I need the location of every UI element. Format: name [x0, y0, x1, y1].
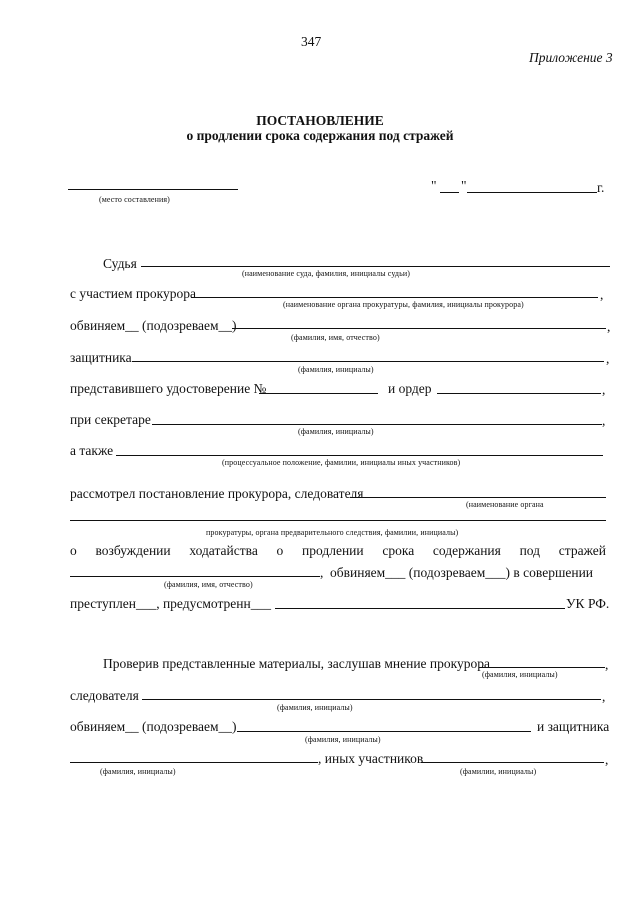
certificate-label: представившего удостоверение №: [70, 381, 267, 396]
year-suffix: г.: [597, 180, 605, 195]
prosecutor-comma: ,: [600, 287, 604, 302]
date-day-field[interactable]: [440, 192, 459, 193]
accused2-caption: (фамилия, инициалы): [305, 735, 381, 744]
petition-line: [70, 543, 606, 559]
petition-word: возбуждении: [95, 543, 171, 558]
also-caption: (процессуальное положение, фамилии, инициалы иных участников): [222, 458, 461, 467]
document-subtitle: о продлении срока содержания под стражей: [186, 128, 454, 143]
date-quote-close: ": [461, 178, 467, 193]
petition-word: стражей: [558, 543, 606, 558]
checked-comma: ,: [605, 657, 609, 672]
organ-caption-1: (наименование органа: [466, 500, 544, 509]
date-quote-open: ": [431, 178, 437, 193]
accused-name-field[interactable]: [70, 576, 320, 577]
accused2-label: обвиняем__ (подозреваем__): [70, 719, 237, 734]
defender-caption: (фамилия, инициалы): [298, 365, 374, 374]
secretary-comma: ,: [602, 413, 606, 428]
place-caption: (место составления): [99, 195, 170, 204]
judge-field[interactable]: [141, 266, 610, 267]
also-label: а также: [70, 443, 114, 458]
document-title: ПОСТАНОВЛЕНИЕ: [256, 113, 384, 128]
petition-word: ходатайства: [189, 543, 258, 558]
petition-word: о: [70, 543, 77, 558]
appendix-label: Приложение 3: [529, 50, 613, 65]
defender2-field[interactable]: [70, 762, 318, 763]
prosecutor-label: с участием прокурора: [70, 286, 197, 301]
accused-label: обвиняем__ (подозреваем__): [70, 318, 237, 333]
considered-field[interactable]: [350, 497, 606, 498]
uk-rf-label: УК РФ.: [566, 596, 610, 611]
secretary-caption: (фамилия, инициалы): [298, 427, 374, 436]
investigator-comma: ,: [602, 689, 606, 704]
petition-word: срока: [382, 543, 415, 558]
checked-label: Проверив представленные материалы, заслушав мнение прокурора: [103, 656, 491, 671]
defender-field[interactable]: [132, 361, 604, 362]
accused-field[interactable]: [232, 328, 606, 329]
and-defender-label: и защитника: [537, 719, 610, 734]
investigator-label: следователя: [70, 688, 139, 703]
also-field[interactable]: [116, 455, 603, 456]
secretary-field[interactable]: [152, 424, 602, 425]
place-field[interactable]: [68, 189, 238, 190]
order-field[interactable]: [437, 393, 601, 394]
defender-label: защитника: [70, 350, 132, 365]
judge-caption: (наименование суда, фамилия, инициалы судьи): [242, 269, 411, 278]
order-label: и ордер: [388, 381, 432, 396]
organ-field[interactable]: [70, 520, 606, 521]
defender-comma: ,: [606, 351, 610, 366]
prosecutor-field[interactable]: [191, 297, 598, 298]
judge-label: Судья: [103, 256, 137, 271]
petition-word: продлении: [302, 543, 364, 558]
page-number: 347: [301, 34, 322, 49]
accused-in-label: обвиняем___ (подозреваем___) в совершении: [330, 565, 594, 580]
other-participants-field[interactable]: [421, 762, 604, 763]
defender2-caption: (фамилия, инициалы): [100, 767, 176, 776]
other-participants-caption: (фамилии, инициалы): [460, 767, 537, 776]
checked-caption: (фамилия, инициалы): [482, 670, 558, 679]
prosecutor-opinion-field[interactable]: [479, 667, 605, 668]
fio-caption: (фамилия, имя, отчество): [164, 580, 253, 589]
accused-caption: (фамилия, имя, отчество): [291, 333, 380, 342]
date-month-year-field[interactable]: [467, 192, 597, 193]
investigator-caption: (фамилия, инициалы): [277, 703, 353, 712]
certificate-number-field[interactable]: [259, 393, 378, 394]
crime-label: преступлен___, предусмотренн___: [70, 596, 271, 611]
accused-comma: ,: [607, 319, 611, 334]
prosecutor-caption: (наименование органа прокуратуры, фамилия, инициалы прокурора): [283, 300, 524, 309]
investigator-field[interactable]: [142, 699, 601, 700]
petition-word: под: [519, 543, 541, 558]
other-participants-label: , иных участников: [318, 751, 424, 766]
accused2-field[interactable]: [237, 731, 531, 732]
other-participants-comma: ,: [605, 752, 609, 767]
petition-word: о: [276, 543, 284, 558]
considered-label: рассмотрел постановление прокурора, следователя: [70, 486, 364, 501]
accused-in-comma: ,: [320, 565, 324, 580]
organ-caption-2: прокуратуры, органа предварительного следствия, фамилии, инициалы): [206, 528, 459, 537]
crime-article-field[interactable]: [275, 608, 565, 609]
order-comma: ,: [602, 382, 606, 397]
petition-word: содержания: [432, 543, 501, 558]
secretary-label: при секретаре: [70, 412, 151, 427]
